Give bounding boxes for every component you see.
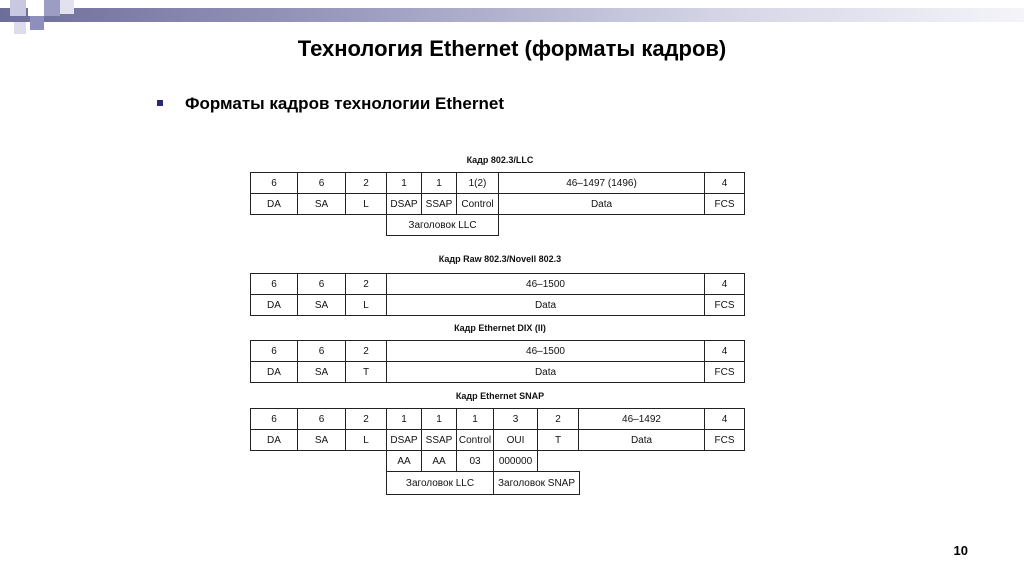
size-cell: 2 [345, 172, 387, 194]
decor-square [28, 0, 44, 16]
decor-square [10, 0, 26, 16]
size-cell: 2 [345, 273, 387, 295]
size-cell: 1 [421, 408, 457, 430]
field-cell: Data [578, 429, 705, 451]
field-cell: DA [250, 294, 298, 316]
size-cell: 6 [250, 273, 298, 295]
value-cell: 000000 [493, 450, 538, 472]
header-band [0, 8, 1024, 22]
field-cell: DA [250, 193, 298, 215]
size-cell: 6 [297, 408, 346, 430]
field-cell: DA [250, 429, 298, 451]
decor-square [60, 0, 74, 14]
field-cell: SA [297, 361, 346, 383]
field-cell: L [345, 429, 387, 451]
field-cell: T [537, 429, 579, 451]
field-cell: SA [297, 294, 346, 316]
page-number: 10 [953, 543, 968, 558]
frame-formats-figure [250, 152, 750, 502]
size-cell: 4 [704, 172, 745, 194]
size-cell: 6 [250, 408, 298, 430]
size-cell: 1 [386, 408, 422, 430]
value-cell: AA [421, 450, 457, 472]
field-cell: SA [297, 193, 346, 215]
size-cell: 6 [250, 172, 298, 194]
size-cell: 6 [297, 340, 346, 362]
size-cell: 4 [704, 273, 745, 295]
header-snap-label: Заголовок SNAP [493, 471, 580, 495]
size-cell: 46–1500 [386, 340, 705, 362]
size-cell: 46–1492 [578, 408, 705, 430]
frame-caption-snap: Кадр Ethernet SNAP [455, 391, 545, 401]
field-cell: FCS [704, 294, 745, 316]
field-cell: OUI [493, 429, 538, 451]
size-cell: 1 [421, 172, 457, 194]
field-cell: L [345, 193, 387, 215]
size-cell: 2 [345, 340, 387, 362]
bullet-text: Форматы кадров технологии Ethernet [185, 94, 504, 113]
decor-square [30, 16, 44, 30]
size-cell: 3 [493, 408, 538, 430]
field-cell: FCS [704, 429, 745, 451]
size-cell: 46–1500 [386, 273, 705, 295]
field-cell: FCS [704, 193, 745, 215]
size-cell: 1 [386, 172, 422, 194]
value-cell: AA [386, 450, 422, 472]
decor-square [14, 22, 26, 34]
frame-caption-dix: Кадр Ethernet DIX (II) [454, 323, 546, 333]
frame-caption-llc: Кадр 802.3/LLC [466, 155, 534, 165]
value-cell: 03 [456, 450, 494, 472]
header-llc-label: Заголовок LLC [386, 214, 499, 236]
size-cell: 46–1497 (1496) [498, 172, 705, 194]
size-cell: 4 [704, 408, 745, 430]
size-cell: 2 [537, 408, 579, 430]
field-cell: SA [297, 429, 346, 451]
field-cell: Control [456, 193, 499, 215]
size-cell: 6 [297, 273, 346, 295]
header-llc-label: Заголовок LLC [386, 471, 494, 495]
field-cell: Data [498, 193, 705, 215]
size-cell: 2 [345, 408, 387, 430]
field-cell: L [345, 294, 387, 316]
field-cell: Control [456, 429, 494, 451]
field-cell: DSAP [386, 193, 422, 215]
field-cell: SSAP [421, 193, 457, 215]
size-cell: 1 [456, 408, 494, 430]
field-cell: FCS [704, 361, 745, 383]
field-cell: DSAP [386, 429, 422, 451]
bullet-square-icon [157, 100, 163, 106]
size-cell: 4 [704, 340, 745, 362]
size-cell: 6 [297, 172, 346, 194]
decor-square [44, 0, 60, 16]
size-cell: 6 [250, 340, 298, 362]
frame-caption-raw: Кадр Raw 802.3/Novell 802.3 [438, 254, 562, 264]
size-cell: 1(2) [456, 172, 499, 194]
field-cell: T [345, 361, 387, 383]
field-cell: DA [250, 361, 298, 383]
field-cell: Data [386, 361, 705, 383]
field-cell: Data [386, 294, 705, 316]
field-cell: SSAP [421, 429, 457, 451]
slide-title: Технология Ethernet (форматы кадров) [297, 36, 727, 61]
